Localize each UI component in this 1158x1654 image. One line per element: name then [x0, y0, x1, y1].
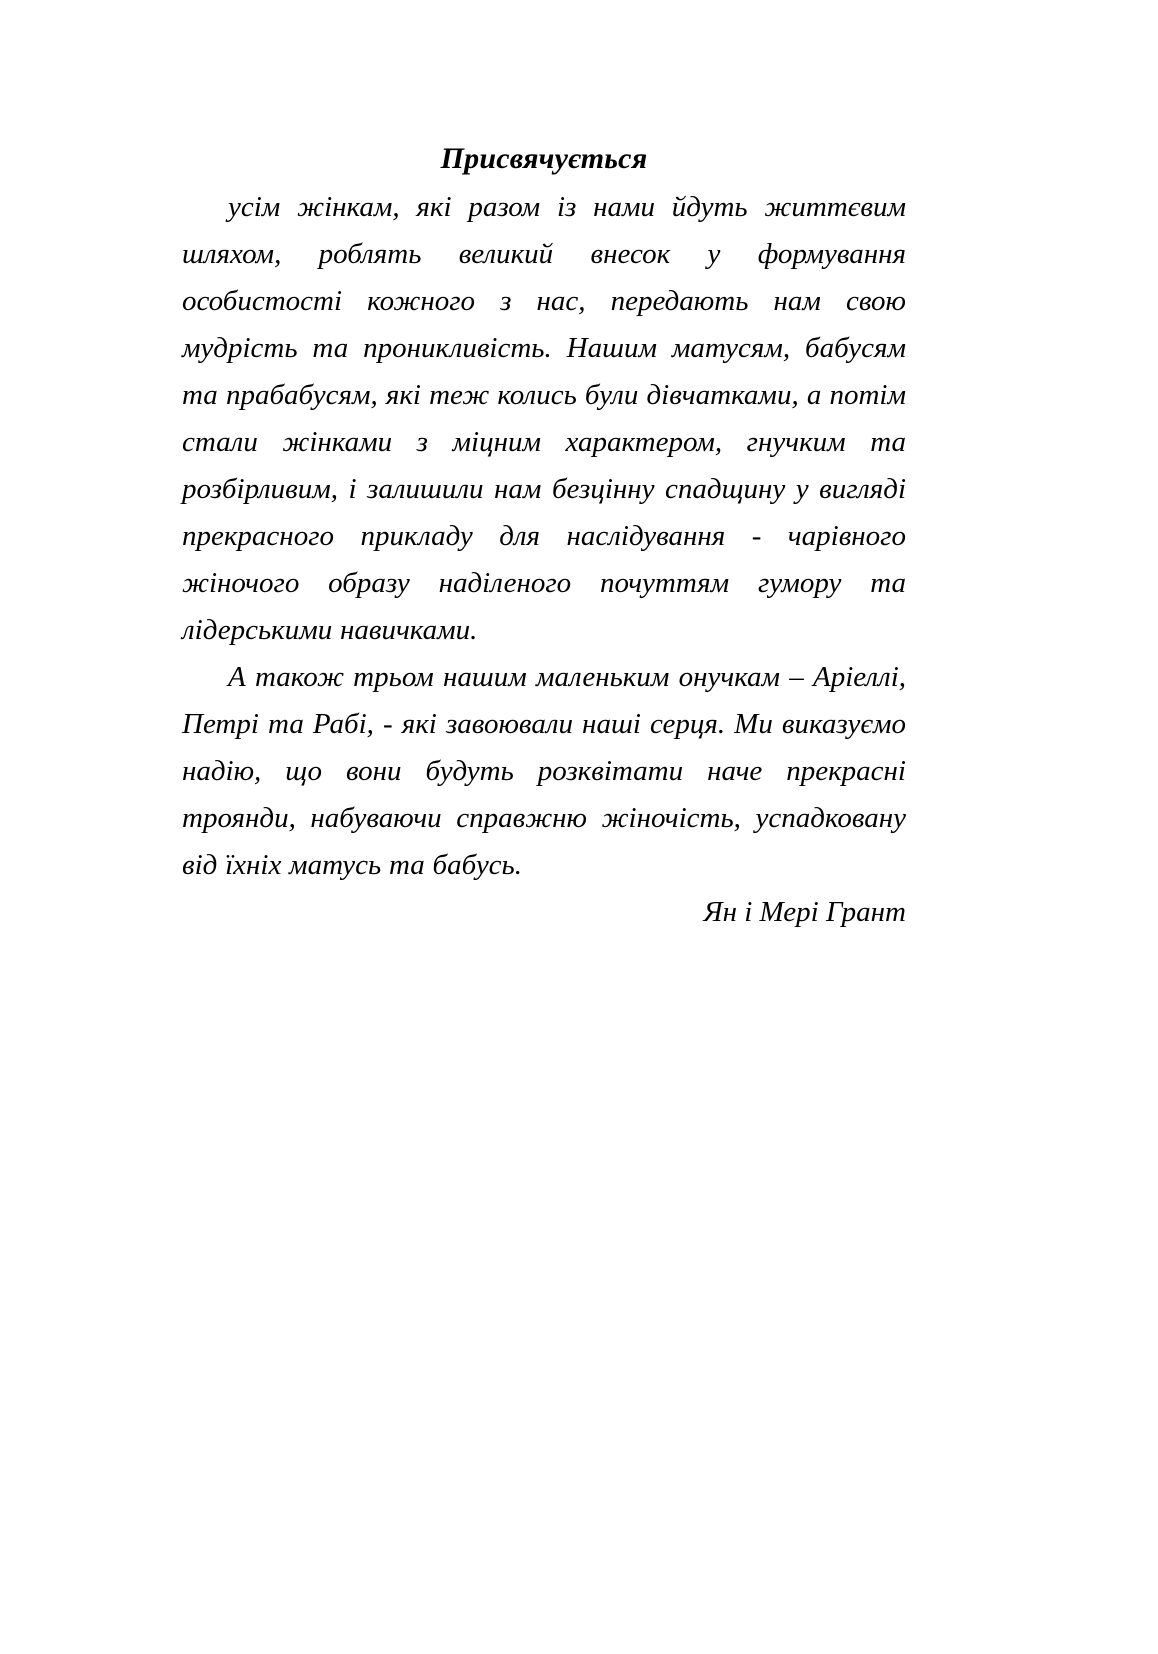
dedication-paragraph-2: А також трьом нашим маленьким онучкам – Аріеллі, Петрі та Рабі, - які завоювали наші серця. Ми виказуємо надію, що вони будуть розквітати наче прекрасні троянди, набуваючи справжню жіночість, успадковану від їхніх матусь та бабусь.: [182, 661, 906, 882]
dedication-paragraph-1: усім жінкам, які разом із нами йдуть життєвим шляхом, роблять великий внесок у формування особистості кожного з нас, передають нам свою мудрість та проникливість. Нашим матусям, бабусям та прабабусям, які теж колись були дівчатками, а потім стали жінками з міцним характером, гнучким та розбірливим, і залишили нам безцінну спадщину у вигляді прекрасного прикладу для наслідування - чарівного жіночого образу наділеного почуттям гумору та лідерськими навичками.: [182, 191, 906, 647]
dedication-content-block: [182, 140, 906, 936]
page-title: Присвячується: [440, 142, 648, 175]
dedication-signature: Ян і Мері Грант: [703, 896, 906, 929]
